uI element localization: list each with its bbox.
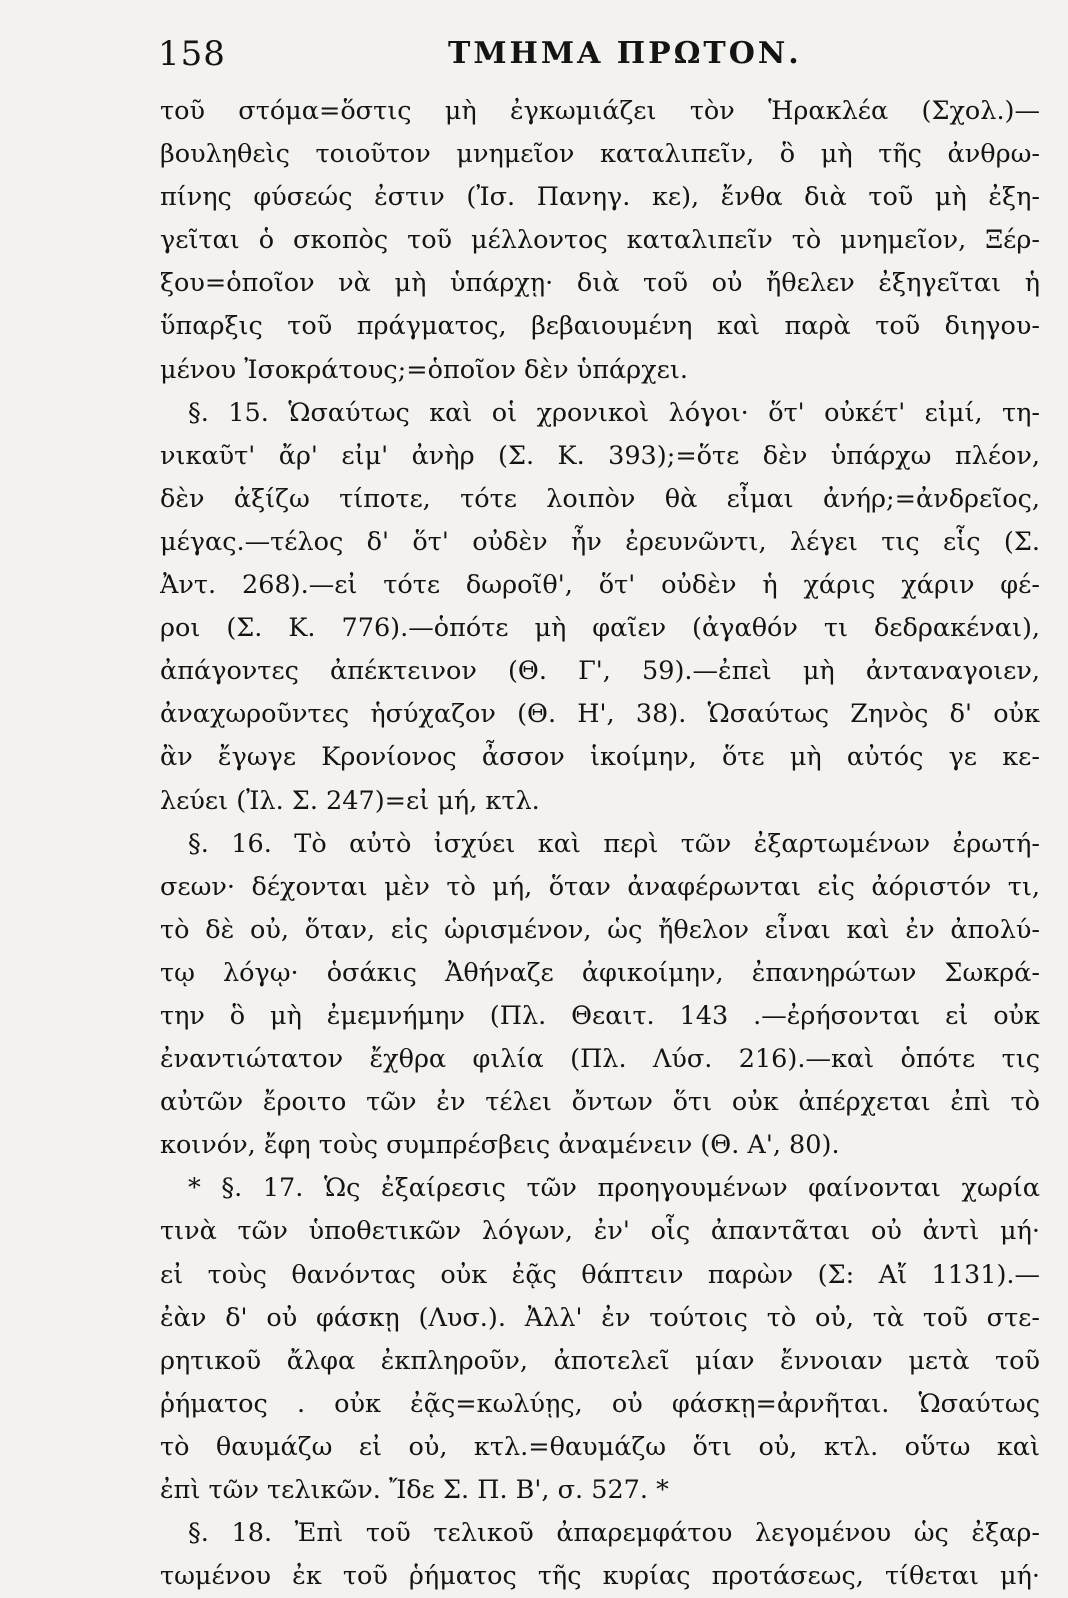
section-16-start: §. 16. Τὸ αὐτὸ ἰσχύει καὶ περὶ τῶν ἐξαρτωμένων ἐρωτή-	[188, 828, 1040, 859]
text-line: γεῖται ὁ σκοπὸς τοῦ μέλλοντος καταλιπεῖν τὸ μνημεῖον, Ξέρ-	[160, 225, 1040, 256]
text-line: ὕπαρξις τοῦ πράγματος, βεβαιουμένη καὶ παρὰ τοῦ διηγου-	[160, 311, 1040, 342]
text-line: σεων· δέχονται μὲν τὸ μή, ὅταν ἀναφέρωνται εἰς ἀόριστόν τι,	[160, 871, 1040, 902]
text-line: την ὃ μὴ ἐμεμνήμην (Πλ. Θεαιτ. 143 .—ἐρήσονται εἰ οὐκ	[160, 1000, 1040, 1031]
text-line: ἀπάγοντες ἀπέκτεινον (Θ. Γ', 59).—ἐπεὶ μὴ ἀνταναγοιεν,	[160, 656, 1040, 687]
text-line: νικαῦτ' ἄρ' εἰμ' ἀνὴρ (Σ. Κ. 393);=ὅτε δὲν ὑπάρχω πλέον,	[160, 440, 1040, 471]
text-line: τοῦ στόμα=ὅστις μὴ ἐγκωμιάζει τὸν Ἡρακλέα (Σχολ.)—	[160, 96, 1040, 126]
text-line: ἐὰν δ' οὐ φάσκῃ (Λυσ.). Ἀλλ' ἐν τούτοις τὸ οὐ, τὰ τοῦ στε-	[160, 1302, 1040, 1333]
text-line: τὸ δὲ οὐ, ὅταν, εἰς ὡρισμένον, ὡς ἤθελον εἶναι καὶ ἐν ἀπολύ-	[160, 914, 1040, 945]
text-line: ἀναχωροῦντες ἡσύχαζον (Θ. Η', 38). Ὡσαύτως Ζηνὸς δ' οὐκ	[160, 699, 1040, 730]
text-line: δὲν ἀξίζω τίποτε, τότε λοιπὸν θὰ εἶμαι ἀνήρ;=ἀνδρεῖος,	[160, 483, 1040, 514]
text-line: τινὰ τῶν ὑποθετικῶν λόγων, ἐν' οἷς ἀπαντᾶται οὐ ἀντὶ μή·	[160, 1216, 1040, 1247]
text-line: βουληθεὶς τοιοῦτον μνημεῖον καταλιπεῖν, ὃ μὴ τῆς ἀνθρω-	[160, 139, 1040, 170]
text-line: ἂν ἔγωγε Κρονίονος ἆσσον ἱκοίμην, ὅτε μὴ αὐτός γε κε-	[160, 742, 1040, 773]
text-line: ξου=ὁποῖον νὰ μὴ ὑπάρχῃ· διὰ τοῦ οὐ ἤθελεν ἐξηγεῖται ἡ	[160, 268, 1040, 299]
section-17-start: * §. 17. Ὡς ἐξαίρεσις τῶν προηγουμένων φαίνονται χωρία	[188, 1173, 1040, 1204]
page-header	[158, 34, 1038, 80]
text-line: ἐναντιώτατον ἔχθρα φιλία (Πλ. Λύσ. 216).—καὶ ὁπότε τις	[160, 1044, 1040, 1075]
text-line: κοινόν, ἔφη τοὺς συμπρέσβεις ἀναμένειν (Θ. Α', 80).	[160, 1130, 840, 1161]
text-line: τὸ θαυμάζω εἰ οὐ, κτλ.=θαυμάζω ὅτι οὐ, κτλ. οὕτω καὶ	[160, 1431, 1040, 1462]
text-line: ρητικοῦ ἄλφα ἐκπληροῦν, ἀποτελεῖ μίαν ἔννοιαν μετὰ τοῦ	[160, 1345, 1040, 1376]
text-line: μένου Ἰσοκράτους;=ὁποῖον δὲν ὑπάρχει.	[160, 354, 688, 385]
text-line: τωμένου ἐκ τοῦ ῥήματος τῆς κυρίας προτάσεως, τίθεται μή·	[160, 1561, 1040, 1592]
text-line: τῳ λόγῳ· ὁσάκις Ἀθήναζε ἀφικοίμην, ἐπανηρώτων Σωκρά-	[160, 957, 1040, 988]
running-head: ΤΜΗΜΑ ΠΡΩΤΟΝ.	[448, 36, 802, 71]
text-line: εἰ τοὺς θανόντας οὐκ ἐᾷς θάπτειν παρὼν (Σ: Αἴ 1131).—	[160, 1259, 1040, 1290]
body-text	[160, 90, 1040, 1598]
text-line: λεύει (Ἰλ. Σ. 247)=εἰ μή, κτλ.	[160, 785, 540, 816]
text-line: ἐπὶ τῶν τελικῶν. Ἴδε Σ. Π. Β', σ. 527. *	[160, 1475, 669, 1505]
text-line: μέγας.—τέλος δ' ὅτ' οὐδὲν ἦν ἐρευνῶντι, λέγει τις εἷς (Σ.	[160, 526, 1040, 557]
section-18-start: §. 18. Ἐπὶ τοῦ τελικοῦ ἀπαρεμφάτου λεγομένου ὡς ἐξαρ-	[188, 1518, 1040, 1549]
text-line: Ἀντ. 268).—εἰ τότε δωροῖθ', ὅτ' οὐδὲν ἡ χάρις χάριν φέ-	[160, 570, 1040, 601]
text-line: πίνης φύσεώς ἐστιν (Ἰσ. Πανηγ. κε), ἔνθα διὰ τοῦ μὴ ἐξη-	[160, 182, 1040, 213]
page-number: 158	[158, 34, 226, 74]
text-line: ροι (Σ. Κ. 776).—ὁπότε μὴ φαῖεν (ἀγαθόν τι δεδρακέναι),	[160, 613, 1040, 644]
text-line: αὐτῶν ἔροιτο τῶν ἐν τέλει ὄντων ὅτι οὐκ ἀπέρχεται ἐπὶ τὸ	[160, 1087, 1040, 1118]
section-15-start: §. 15. Ὡσαύτως καὶ οἱ χρονικοὶ λόγοι· ὅτ' οὐκέτ' εἰμί, τη-	[188, 397, 1040, 428]
text-line: ῥήματος . οὐκ ἐᾷς=κωλύῃς, οὐ φάσκῃ=ἀρνῆται. Ὡσαύτως	[160, 1388, 1040, 1419]
